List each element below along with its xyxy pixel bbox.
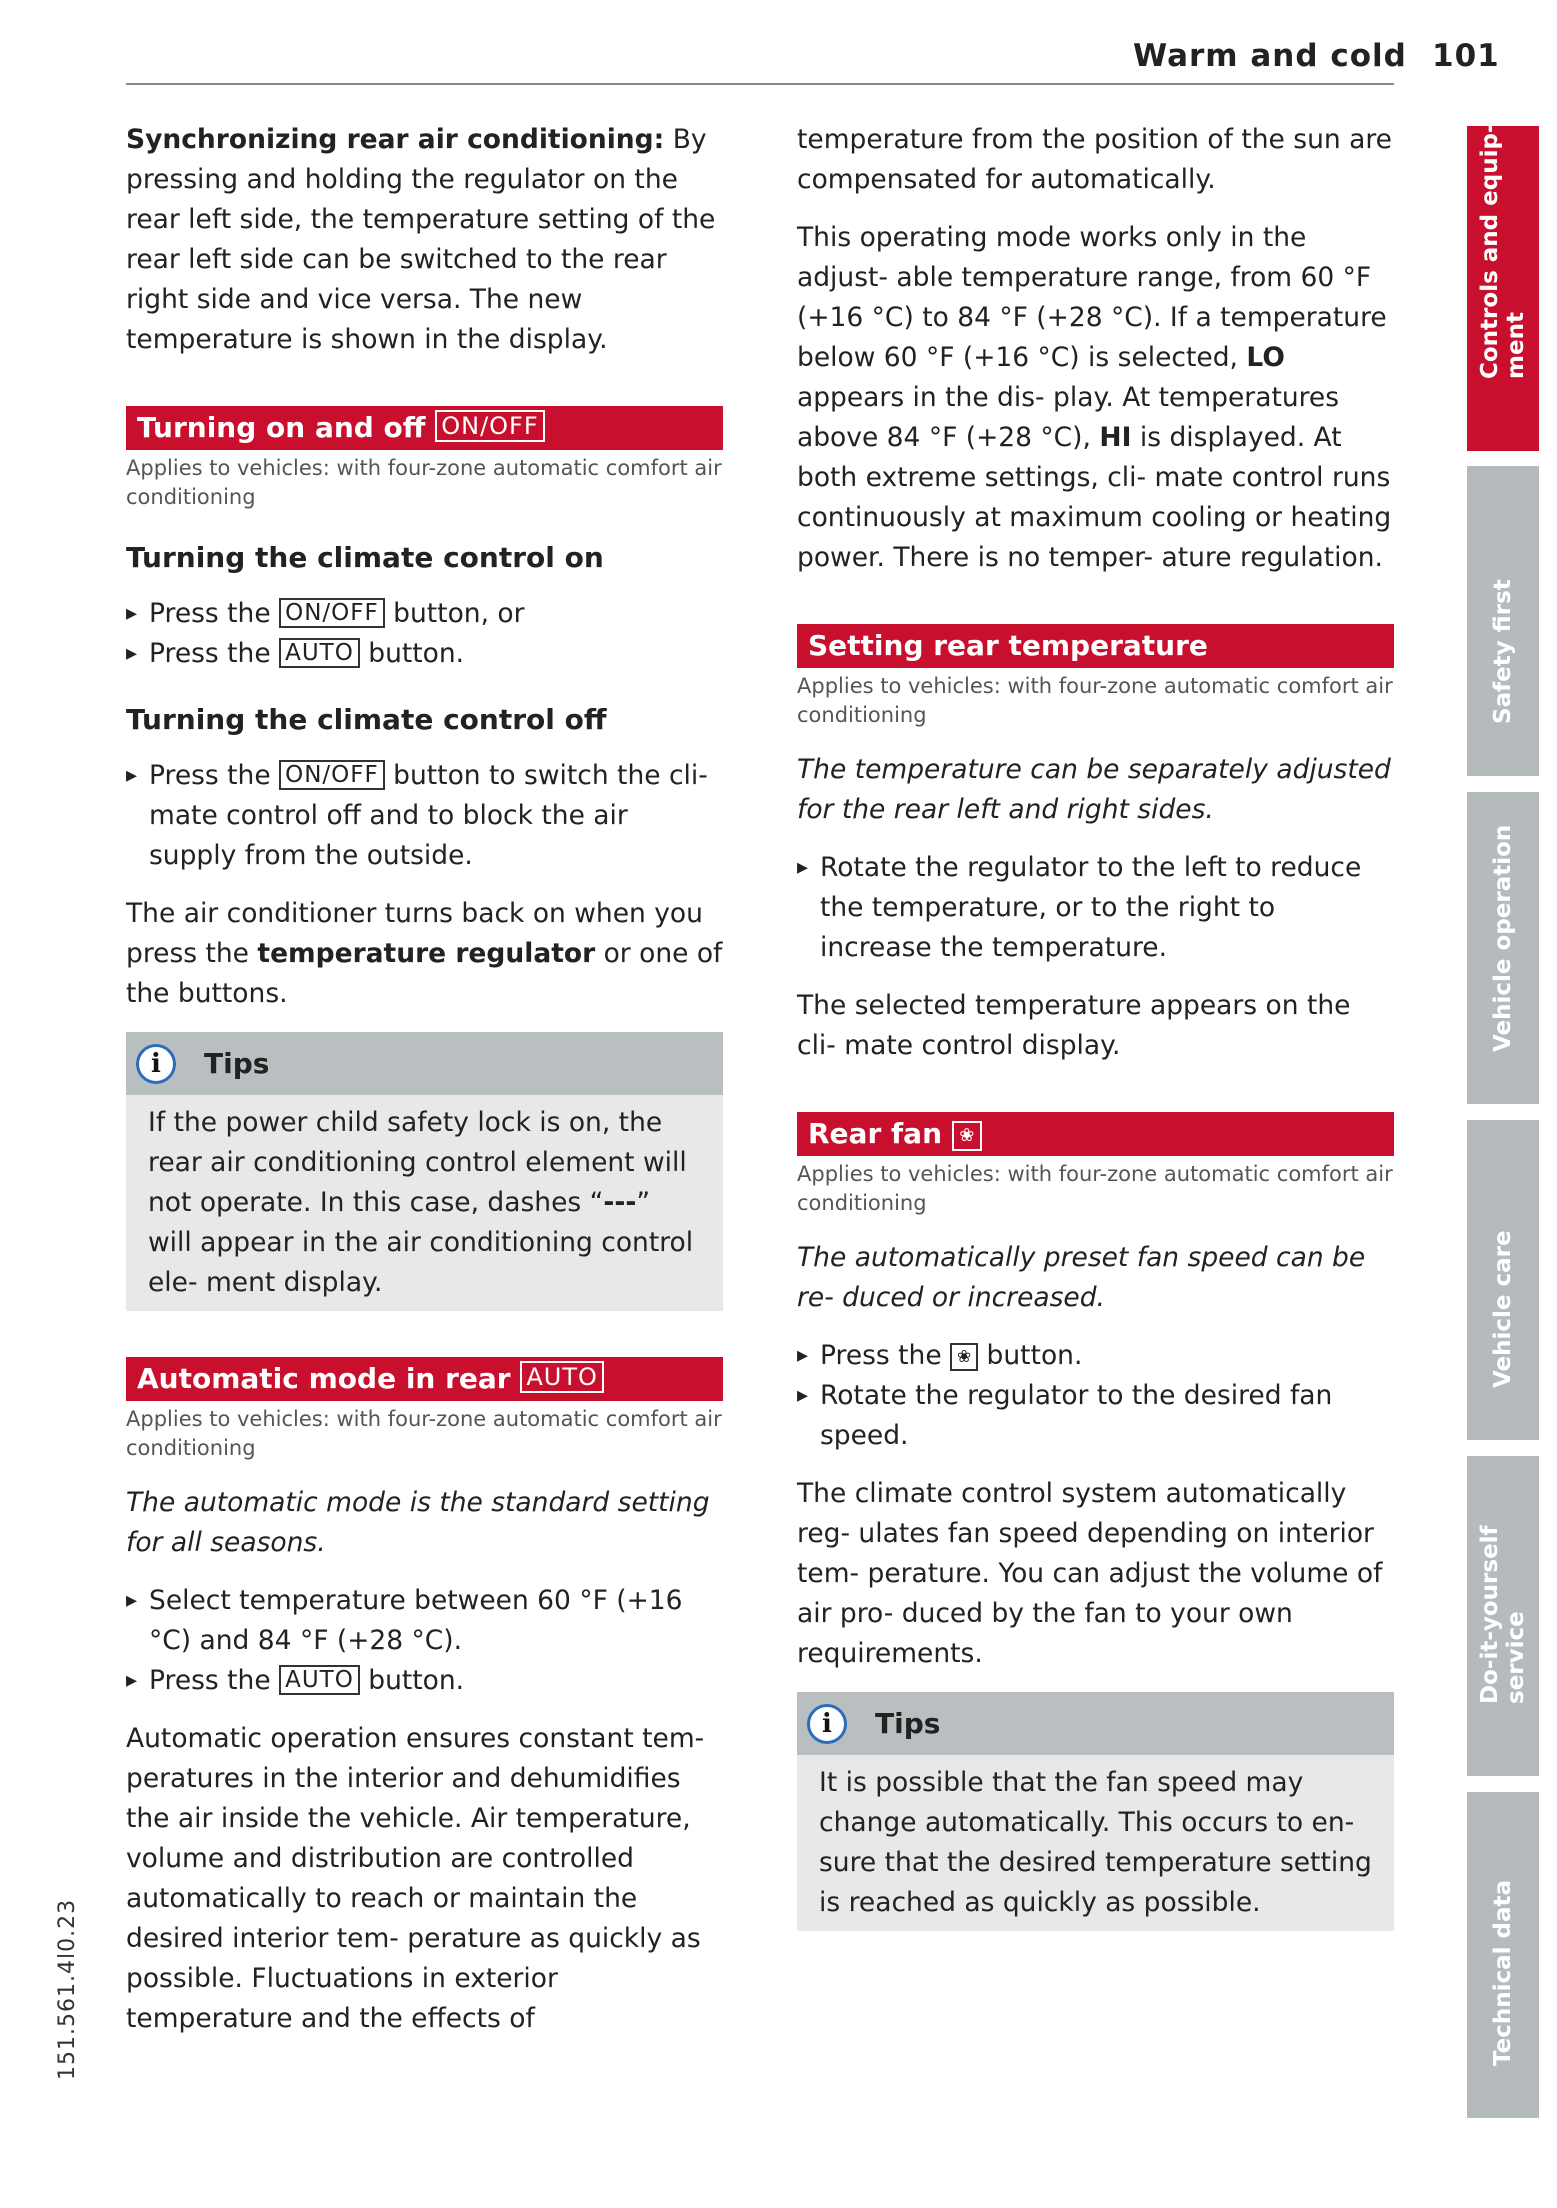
tab-vehicle-care[interactable] (1467, 1120, 1539, 1440)
tab-label: service (1503, 1611, 1529, 1704)
range-paragraph (797, 218, 1394, 578)
list-item: ▸ Rotate the regulator to the desired fan speed. (797, 1376, 1394, 1456)
step-text: button, or (393, 598, 525, 629)
list-item: ▸ Rotate the regulator to the left to reduce the temperature, or to the right to increase the temperature. (797, 848, 1394, 968)
list-item (797, 1336, 1394, 1376)
heading-text: Setting rear temperature (808, 629, 1208, 662)
rear-temp-intro: The temperature can be separately adjusted for the rear left and right sides. (797, 754, 1391, 825)
step-text: Press the (149, 760, 271, 791)
tab-do-it-yourself-service[interactable] (1467, 1456, 1539, 1776)
heading-text: Turning on and off (137, 411, 426, 444)
left-column (126, 120, 723, 2057)
rear-fan-paragraph: The climate control system automatically reg- ulates fan speed depending on interior tem- perature. You can adjust the volume of air pro- duced by the fan to your own requirements. (797, 1478, 1383, 1669)
rear-temp-steps (797, 848, 1394, 968)
lo-label: LO (1246, 342, 1285, 373)
section-title: Warm and cold (1133, 38, 1407, 74)
tab-label: Technical data (1490, 1879, 1516, 2066)
on-off-key: ON/OFF (279, 598, 385, 628)
sync-lead: Synchronizing rear air conditioning: (126, 124, 665, 155)
auto-key: AUTO (279, 1665, 360, 1695)
step-text: button to switch the cli- mate control off and to block the air supply from the outside. (149, 760, 708, 871)
auto-intro: The automatic mode is the standard setting for all seasons. (126, 1487, 710, 1558)
list-item: ▸ Select temperature between 60 °F (+16 °C) and 84 °F (+28 °C). (126, 1581, 723, 1661)
tab-label: Controls and equip- (1477, 123, 1503, 379)
applies-note: Applies to vehicles: with four-zone automatic comfort air conditioning (126, 456, 722, 509)
fan-icon: ❀ (952, 1121, 982, 1151)
on-off-key-badge: ON/OFF (435, 410, 544, 442)
tips-title: Tips (204, 1046, 270, 1080)
tab-label: ment (1503, 312, 1529, 379)
tab-technical-data[interactable] (1467, 1792, 1539, 2118)
on-steps (126, 594, 723, 674)
tips-text: ” will appear in the air conditioning control ele- ment display. (148, 1187, 694, 1298)
right-column (797, 120, 1394, 1961)
tips-box (797, 1692, 1394, 1931)
list-item (126, 634, 723, 674)
rear-fan-intro: The automatically preset fan speed can be re- duced or increased. (797, 1242, 1366, 1313)
rear-fan-steps (797, 1336, 1394, 1456)
list-item (126, 1661, 723, 1701)
rear-temp-paragraph: The selected temperature appears on the cli- mate control display. (797, 990, 1351, 1061)
page-number: 101 (1432, 38, 1500, 74)
list-item (126, 594, 723, 634)
tab-vehicle-operation[interactable] (1467, 792, 1539, 1104)
step-text: button. (986, 1340, 1083, 1371)
step-text: Press the (149, 638, 271, 669)
subheading-off: Turning the climate control off (126, 703, 607, 736)
resume-text: The air conditioner turns back on when you press the (126, 898, 703, 969)
tab-label: Do-it-yourself (1477, 1525, 1503, 1704)
tips-title: Tips (875, 1706, 941, 1740)
applies-note: Applies to vehicles: with four-zone automatic comfort air conditioning (797, 1162, 1393, 1215)
tips-header (126, 1032, 723, 1095)
heading-turning-on-off (126, 406, 723, 450)
tab-label: Vehicle operation (1490, 824, 1516, 1052)
heading-rear-temperature (797, 624, 1394, 668)
tips-body: It is possible that the fan speed may change automatically. This occurs to en- sure that the desired temperature setting is reached as quickly as possible. (819, 1767, 1372, 1918)
resume-text: or one of the buttons. (126, 938, 723, 1009)
tab-controls-and-equipment[interactable] (1467, 123, 1539, 451)
applies-note: Applies to vehicles: with four-zone automatic comfort air conditioning (797, 674, 1393, 727)
heading-automatic-mode (126, 1357, 723, 1401)
tab-safety-first[interactable] (1467, 466, 1539, 776)
off-steps (126, 756, 723, 876)
tips-body (126, 1095, 723, 1311)
tips-header (797, 1692, 1394, 1755)
heading-rear-fan (797, 1112, 1394, 1156)
auto-paragraph: Automatic operation ensures constant tem- peratures in the interior and dehumidifies the air inside the vehicle. Air temperature, volume and distribution are controlled automatically to reach or maintain the desired interior tem- perature as quickly as possible. Fluctuations in exterior temperature and the effects of (126, 1723, 705, 2034)
applies-note: Applies to vehicles: with four-zone automatic comfort air conditioning (126, 1407, 722, 1460)
fan-icon: ❀ (950, 1343, 978, 1371)
step-text: Press the (149, 598, 271, 629)
subheading-on: Turning the climate control on (126, 541, 604, 574)
auto-key: AUTO (279, 638, 360, 668)
sync-text: By pressing and holding the regulator on the rear left side, the temperature setting of the rear left side can be switched to the rear right side and vice versa. The new temperature is shown in the display. (126, 124, 716, 355)
step-text: button. (368, 638, 465, 669)
list-item (126, 756, 723, 876)
info-icon: i (807, 1704, 847, 1744)
hi-label: HI (1099, 422, 1132, 453)
step-text: Press the (149, 1665, 271, 1696)
step-text: button. (368, 1665, 465, 1696)
sync-paragraph (126, 120, 723, 360)
tips-text: If the power child safety lock is on, the rear air conditioning control element will not operate. In this case, dashes “ (148, 1107, 687, 1218)
continued-paragraph: temperature from the position of the sun are compensated for automatically. (797, 124, 1392, 195)
range-text: is displayed. At both extreme settings, cli- mate control runs continuously at maximum cooling or heating power. There is no temper- ature regulation. (797, 422, 1392, 573)
range-text: This operating mode works only in the adjust- able temperature range, from 60 °F (+16 °C) to 84 °F (+28 °C). If a temperature below 60 °F (+16 °C) is selected, (797, 222, 1387, 373)
resume-paragraph (126, 894, 723, 1014)
on-off-key: ON/OFF (279, 760, 385, 790)
tab-label: Vehicle care (1490, 1230, 1516, 1388)
auto-steps (126, 1581, 723, 1701)
range-text: appears in the dis- play. At temperatures above 84 °F (+28 °C), (797, 382, 1340, 453)
heading-text: Rear fan (808, 1117, 943, 1150)
document-code: 151.561.4l0.23 (55, 1898, 80, 2080)
heading-text: Automatic mode in rear (137, 1362, 511, 1395)
tips-dashes: --- (603, 1187, 637, 1218)
auto-key-badge: AUTO (520, 1361, 604, 1393)
tips-box (126, 1032, 723, 1311)
header-rule (126, 83, 1394, 85)
info-icon: i (136, 1044, 176, 1084)
resume-bold: temperature regulator (257, 938, 596, 969)
tab-label: Safety first (1490, 579, 1516, 724)
step-text: Press the (820, 1340, 942, 1371)
